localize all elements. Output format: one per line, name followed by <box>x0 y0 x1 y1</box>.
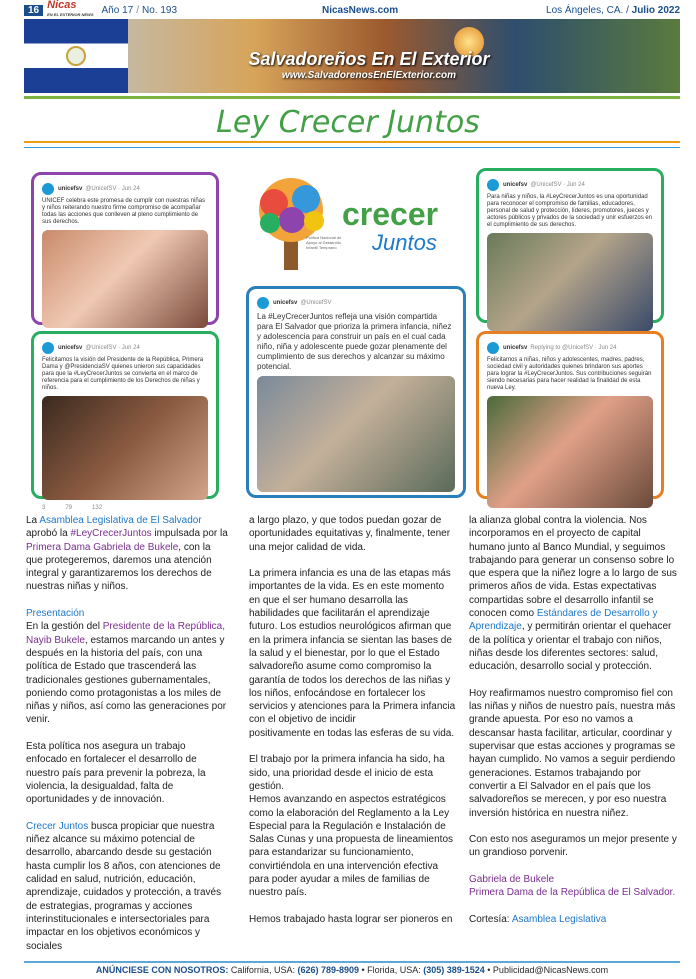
article-column-3 <box>469 514 679 926</box>
banner-title: Salvadoreños En El Exterior <box>248 49 490 69</box>
tweet-card: unicefsv Replying to @UnicefSV · Jun 24 Felicitamos a niñas, niños y adolescentes, madres, padres, sociedad civil y autoridades quienes brindaron sus aportes para lograr la #LeyCrecerJuntos. Sus contribuciones seguirán siendo necesarias para hacer realidad la finalidad de esta nueva Ley. <box>476 331 664 499</box>
paragraph: Esta política nos asegura un trabajo enfocado en fortalecer el desarrollo de nuestro país para prevenir la pobreza, la violencia, la desigualdad, falta de oportunidades y de innovación. <box>26 741 206 806</box>
like-count[interactable]: 132 <box>92 505 103 511</box>
nicas-logo: Nicas EN EL EXTERIOR NEWS <box>47 0 94 17</box>
photo-boy <box>487 233 653 331</box>
page-number: 16 <box>24 5 43 16</box>
paragraph: Con esto nos aseguramos un mejor presente y un grandioso porvenir. <box>469 834 677 859</box>
paragraph: Hemos avanzando en aspectos estratégicos como la elaboración del Reglamento a la Ley Especial para la Regulación e Instalación de Salas Cunas y una propuesta de lineamientos para estandarizar su funcionamiento, convirtiéndola en una intervención efectiva para poder ayudar a miles de familias de nuestro país. <box>249 794 454 899</box>
reply-count[interactable]: 3 <box>42 505 46 511</box>
photo-child <box>257 376 455 492</box>
article-column-1 <box>26 514 229 953</box>
tweet-text: UNICEF celebra este promesa de cumplir con nuestras niñas y niños reiterando nuestro firme compromiso de acompañar todas las acciones que conlleven al pleno cumplimiento de sus derechos. <box>42 198 206 225</box>
paragraph: Hemos trabajado hasta lograr ser pioneros en <box>249 913 453 925</box>
tweet-text: La #LeyCrecerJuntos refleja una visión compartida para El Salvador que prioriza la primera infancia, niñez y adolescencia para construir un país en el cual cada niño, niña y adolescente puede gozar plenamente del cumplimiento de sus derechos y alcanzar su máximo potencial. <box>257 312 452 371</box>
unicef-avatar-icon <box>257 297 269 309</box>
signature-name: Gabriela de Bukele <box>469 874 555 886</box>
tweet-text: Felicitamos a niñas, niños y adolescentes, madres, padres, sociedad civil y autoridades quienes brindaron sus aportes para lograr la #LeyCrecerJuntos. Sus contribuciones seguirán siendo necesarias para hacer realidad la finalidad de esta nueva Ley. <box>487 357 652 391</box>
divider <box>24 96 680 99</box>
tree-icon <box>244 175 339 275</box>
banner <box>24 19 680 93</box>
logo-juntos: Juntos <box>372 230 437 255</box>
tweet-card: unicefsv @UnicefSV La #LeyCrecerJuntos refleja una visión compartida para El Salvador que prioriza la primera infancia, niñez y adolescencia para construir un país en el cual cada niño, niña y adolescente puede gozar plenamente del cumplimiento de sus derechos y alcanzar su máximo potencial. <box>246 286 466 498</box>
photo-two-girls <box>42 230 208 328</box>
logo-crecer: crecer <box>342 196 439 232</box>
unicef-avatar-icon <box>42 183 54 195</box>
tweet-text: Para niñas y niños, la #LeyCrecerJuntos es una oportunidad para reconocer el compromiso de familias, educadores, personal de salud y protección, líderes, promotores, jueces y actores públicos y privados de la sociedad y unir esfuerzos en el cumplimiento de sus derechos. <box>487 194 653 228</box>
paragraph: En la gestión del Presidente de la República, Nayib Bukele, estamos marcando un antes y después en la historia del país, con una política de Estado que trascenderá las tradicionales gestiones gubernamentales, poniendo como protagonistas a los miles de niñas y niños, así como las generaciones por venir. <box>26 621 227 726</box>
tweet-card: unicefsv @UnicefSV · Jun 24 Para niñas y niños, la #LeyCrecerJuntos es una oportunidad para reconocer el compromiso de familias, educadores, personal de salud y protección, líderes, promotores, jueces y actores públicos y privados de la sociedad y unir esfuerzos en el cumplimiento de sus derechos. <box>476 168 664 323</box>
divider <box>24 141 680 143</box>
tweet-card: unicefsv @UnicefSV · Jun 24 UNICEF celebra este promesa de cumplir con nuestras niñas y niños reiterando nuestro firme compromiso de acompañar todas las acciones que conlleven al pleno cumplimiento de sus derechos. <box>31 172 219 325</box>
tweet-actions <box>42 505 208 512</box>
paragraph: La Asamblea Legislativa de El Salvador aprobó la #LeyCrecerJuntos impulsada por la Primera Dama Gabriela de Bukele, con la que protegeremos, daremos una atención integral y garantizaremos los derechos de nuestras niñas y niños. <box>26 515 228 593</box>
tweet-text: Felicitamos la visión del Presidente de la República, Primera Dama y @PresidenciaSV quienes unieron sus capacidades para que la #LeyCrecerJuntos se convierta en el marco de referencia para el cumplimiento de los Derechos de niñas y niños. <box>42 357 204 391</box>
unicef-avatar-icon <box>487 342 499 354</box>
retweet-count[interactable]: 79 <box>65 505 73 511</box>
paragraph: La primera infancia es una de las etapas más importantes de la vida. Es en este momento en que el ser humano desarrolla las habilidades que facilitarán el aprendizaje futuro. Los estudios neurológicos afirman que en la primera infancia se sientan las bases de la salud y el bienestar, por lo que el Estado salvadoreño asume como compromiso la garantía de todos los derechos de las niñas y los niños, enfocándose en fortalecer los servicios y atenciones para la Primera infancia con el objetivo de incidir <box>249 568 456 726</box>
dateline: Los Ángeles, CA. / Julio 2022 <box>546 4 680 16</box>
crecer-juntos-logo <box>244 175 464 275</box>
page-header: 16 Nicas EN EL EXTERIOR NEWS Año 17 / No. 193 NicasNews.com Los Ángeles, CA. / Julio 2022 <box>24 3 680 17</box>
issue: No. 193 <box>142 4 178 16</box>
photo-baby <box>42 396 208 500</box>
article-column-2 <box>249 514 456 926</box>
photo-mother-child <box>487 396 653 508</box>
divider <box>24 147 680 148</box>
unicef-avatar-icon <box>487 179 499 191</box>
unicef-avatar-icon <box>42 342 54 354</box>
signature-title: Primera Dama de la República de El Salvador. <box>469 887 676 899</box>
tweet-card: unicefsv @UnicefSV · Jun 24 Felicitamos la visión del Presidente de la República, Primera Dama y @PresidenciaSV quienes unieron sus capacidades para que la #LeyCrecerJuntos se convierta en el marco de referencia para el cumplimiento de los Derechos de niñas y niños. 3 79 132 <box>31 331 219 499</box>
paragraph: El trabajo por la primera infancia ha sido, ha sido, una prioridad desde el inicio de esta gestión. <box>249 754 445 792</box>
site-name[interactable]: NicasNews.com <box>322 4 399 16</box>
phone-florida[interactable]: (305) 389-1524 <box>423 965 485 975</box>
email-link[interactable]: • Publicidad@NicasNews.com <box>487 965 609 975</box>
paragraph: positivamente en todas las esferas de su vida. <box>249 727 455 739</box>
paragraph: Crecer Juntos busca propiciar que nuestra niñez alcance su máximo potencial de desarrollo, abarcando desde su gestación hasta cumplir los 8 años, con atenciones de calidad en salud, nutrición, educación, aprendizaje, cuidados y protección, a través de estrategias, programas y acciones interinstitucionales e intersectoriales para impactar en los objetivos económicos y sociales <box>26 820 222 952</box>
paragraph: a largo plazo, y que todos puedan gozar de oportunidades equitativas y, finalmente, tener una mejor calidad de vida. <box>249 515 451 553</box>
phone-california[interactable]: (626) 789-8909 <box>297 965 360 975</box>
footer-ad: ANÚNCIESE CON NOSOTROS: California, USA: (626) 789-8909 • Florida, USA: (305) 389-1524 • Publicidad@NicasNews.com <box>24 961 680 977</box>
el-salvador-flag <box>24 19 128 93</box>
section-heading: Presentación <box>26 608 85 620</box>
paragraph: la alianza global contra la violencia. Nos incorporamos en el proyecto de capital humano junto al Banco Mundial, y seguimos trabajando para generar un consenso sobre lo que espera que la niñez logre a lo largo de sus primeros años de vida. Estas expectativas compartidas sobre el desarrollo infantil se conocen como Estándares de Desarrollo y Aprendizaje, y permitirán orientar el quehacer de la política y orientar el trabajo con niños, niñas desde los diferentes sectores: salud, educación, desarrollo social y protección. <box>469 515 677 673</box>
logo-subtitle: Política Nacional de Apoyo al Desarrollo Infantil Temprano <box>306 235 342 250</box>
year: Año 17 <box>101 4 134 16</box>
page-title: Ley Crecer Juntos <box>216 105 480 140</box>
paragraph: Hoy reafirmamos nuestro compromiso fiel con las niñas y niños de nuestro país, nuestra más grande apuesta. Por eso no vamos a descansar hasta facilitar, articular, coordinar y supervisar que estas acciones y programas se hayan cumplido. No vamos a seguir perdiendo generaciones. Estamos trabajando por convertir a El Salvador en el país que los salvadoreños se merecen, y por eso nuestra inversión histórica en nuestra niñez. <box>469 687 676 819</box>
banner-url[interactable]: www.SalvadorenosEnElExterior.com <box>281 70 457 81</box>
courtesy: Cortesía: Asamblea Legislativa <box>469 913 607 925</box>
coat-of-arms-icon <box>66 46 86 66</box>
